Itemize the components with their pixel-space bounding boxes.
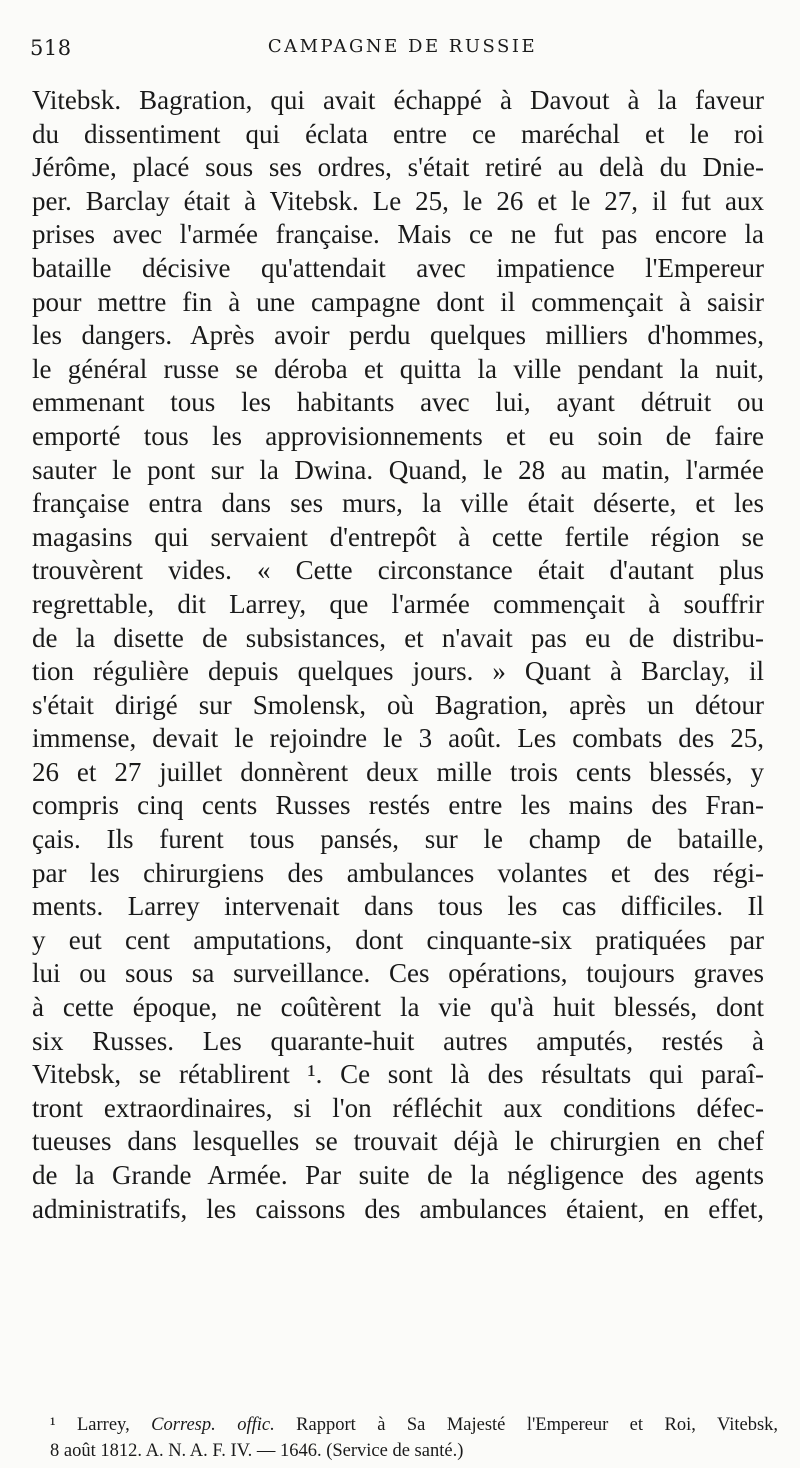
text-line: les dangers. Après avoir perdu quelques milliers d'hommes, [32,320,764,351]
text-line: emmenant tous les habitants avec lui, ayant détruit ou [32,387,764,418]
text-line: per. Barclay était à Vitebsk. Le 25, le 26 et le 27, il fut aux [32,185,764,216]
footnote-line: ¹ Larrey, Corresp. offic. Rapport à Sa Majesté l'Empereur et Roi, Vitebsk, [50,1415,779,1435]
text-line: compris cinq cents Russes restés entre les mains des Fran- [32,790,764,821]
text-line: y eut cent amputations, dont cinquante-six pratiquées par [32,924,764,955]
text-line: bataille décisive qu'attendait avec impatience l'Empereur [32,252,764,283]
text-line: s'était dirigé sur Smolensk, où Bagration, après un détour [32,689,764,720]
footnote-line: 8 août 1812. A. N. A. F. IV. — 1646. (Service de santé.) [50,1441,464,1461]
text-line: Jérôme, placé sous ses ordres, s'était retiré au delà du Dnie- [32,152,764,183]
text-line: magasins qui servaient d'entrepôt à cette fertile région se [32,521,764,552]
text-line: le général russe se déroba et quitta la ville pendant la nuit, [32,353,764,384]
text-line: du dissentiment qui éclata entre ce maréchal et le roi [32,118,764,149]
text-line: 26 et 27 juillet donnèrent deux mille trois cents blessés, y [32,756,764,787]
text-line: regrettable, dit Larrey, que l'armée commençait à souffrir [32,588,764,619]
text-line: par les chirurgiens des ambulances volantes et des régi- [32,857,764,888]
text-line: administratifs, les caissons des ambulances étaient, en effet, [32,1193,764,1224]
page-number: 518 [30,36,72,60]
text-line: française entra dans ses murs, la ville était déserte, et les [32,488,764,519]
text-line: de la disette de subsistances, et n'avait pas eu de distribu- [32,622,764,653]
text-line: emporté tous les approvisionnements et eu soin de faire [32,420,764,451]
footnotes [50,1412,778,1464]
text-line: ments. Larrey intervenait dans tous les cas difficiles. Il [32,891,764,922]
text-line: prises avec l'armée française. Mais ce ne fut pas encore la [32,219,764,250]
text-line: de la Grande Armée. Par suite de la négligence des agents [32,1160,764,1190]
text-line: sauter le pont sur la Dwina. Quand, le 28 au matin, l'armée [32,454,764,485]
text-line: Vitebsk. Bagration, qui avait échappé à Davout à la faveur [32,85,764,115]
text-line: lui ou sous sa surveillance. Ces opérations, toujours graves [32,958,764,989]
running-title: CAMPAGNE DE RUSSIE [267,36,538,57]
text-line: tront extraordinaires, si l'on réfléchit aux conditions défec- [32,1092,764,1123]
text-line: immense, devait le rejoindre le 3 août. Les combats des 25, [32,723,764,754]
text-line: tion régulière depuis quelques jours. » Quant à Barclay, il [32,656,764,687]
text-line: à cette époque, ne coûtèrent la vie qu'à huit blessés, dont [32,992,764,1023]
page-header [30,36,775,66]
text-line: trouvèrent vides. « Cette circonstance était d'autant plus [32,555,764,586]
body-text [32,84,764,1226]
text-line: six Russes. Les quarante-huit autres amputés, restés à [32,1025,764,1056]
text-line: çais. Ils furent tous pansés, sur le champ de bataille, [32,824,764,855]
text-line: Vitebsk, se rétablirent ¹. Ce sont là des résultats qui paraî- [32,1059,764,1090]
text-line: pour mettre fin à une campagne dont il commençait à saisir [32,286,764,317]
text-line: tueuses dans lesquelles se trouvait déjà le chirurgien en chef [32,1126,764,1157]
